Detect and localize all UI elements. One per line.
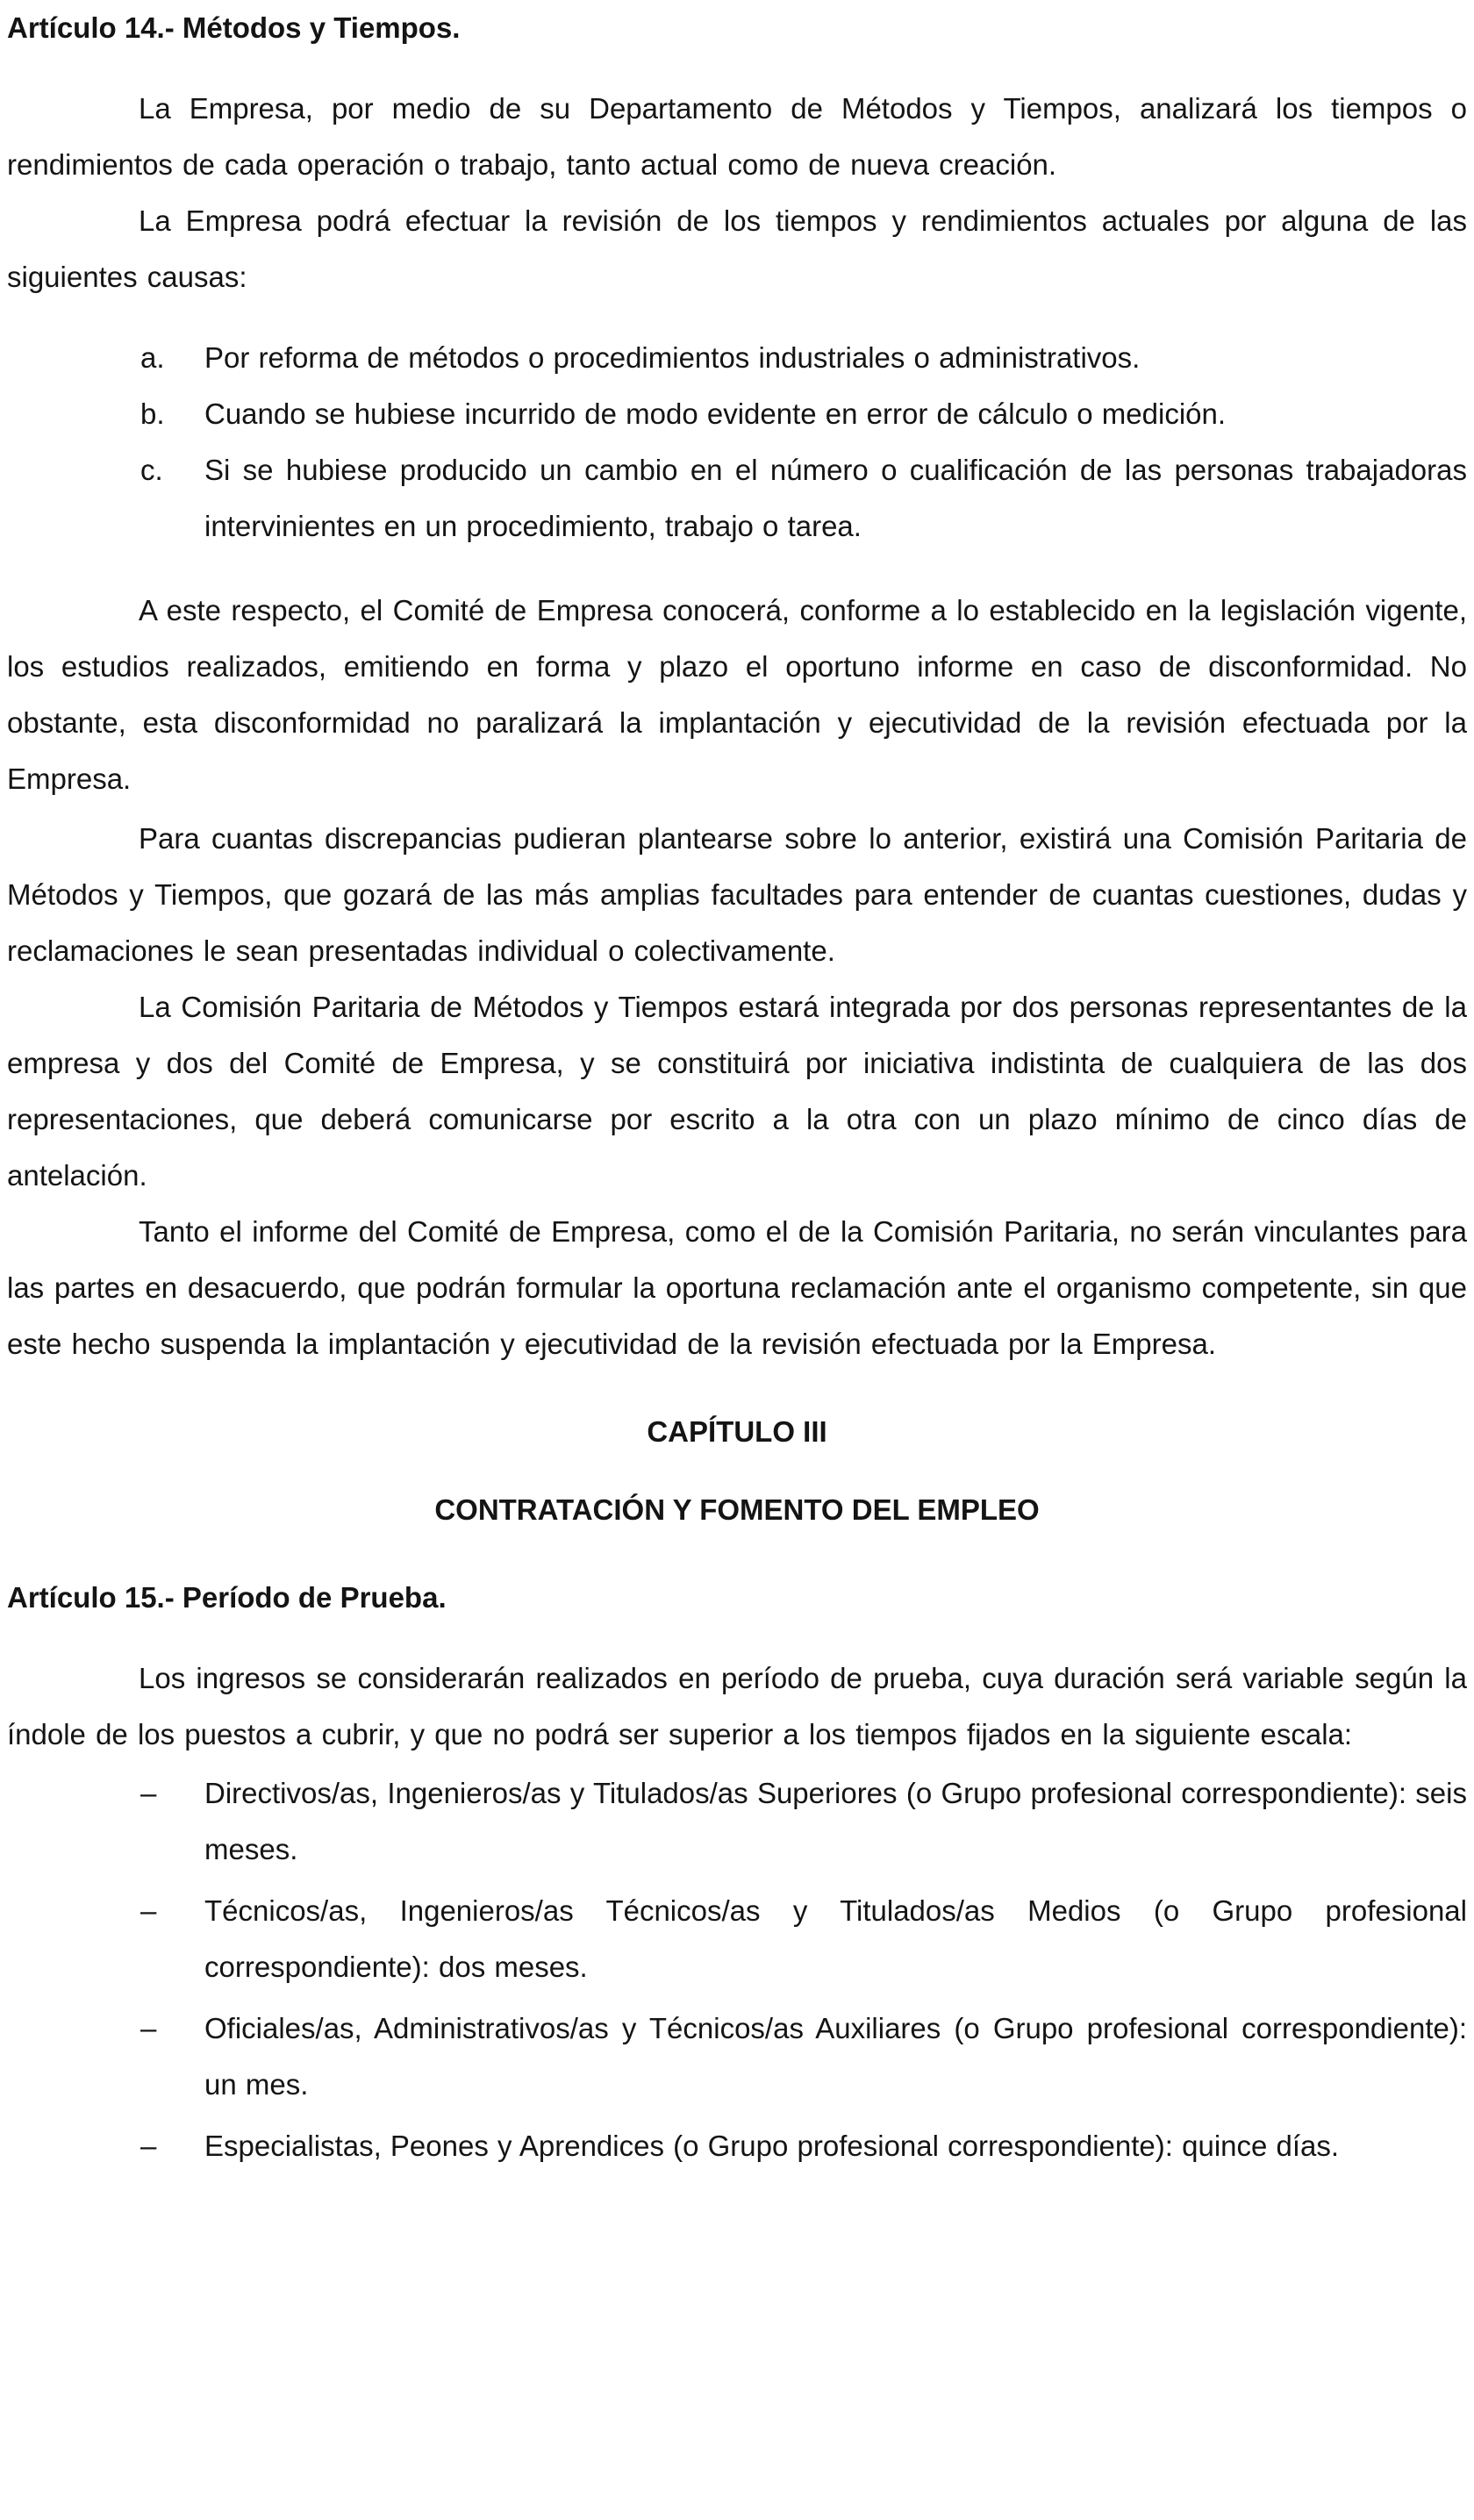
list-marker: b.: [140, 397, 165, 430]
paragraph-periodo-prueba-intro: Los ingresos se considerarán realizados en período de prueba, cuya duración será variable según la índole de los puestos a cubrir, y que no podrá ser superior a los tiempos fijados en la siguiente escala:: [7, 1662, 1467, 1750]
list-marker: c.: [140, 454, 163, 486]
scale-item-oficiales: [7, 2001, 1467, 2113]
list-item-text: Técnicos/as, Ingenieros/as Técnicos/as y Titulados/as Medios (o Grupo profesional correspondiente): dos meses.: [204, 1894, 1467, 1983]
article-14-section: [7, 0, 1467, 1372]
dash-marker: –: [140, 2130, 157, 2162]
list-marker: a.: [140, 341, 165, 374]
list-item-text: Especialistas, Peones y Aprendices (o Grupo profesional correspondiente): quince días.: [204, 2130, 1340, 2162]
article-15-section: [7, 1570, 1467, 2174]
article-14-heading: Artículo 14.- Métodos y Tiempos.: [7, 11, 461, 44]
revision-causes-list: [7, 330, 1467, 555]
chapter-3-title: CAPÍTULO III: [647, 1415, 827, 1448]
cause-item-a: [7, 330, 1467, 386]
list-item-text: Cuando se hubiese incurrido de modo evidente en error de cálculo o medición.: [204, 397, 1227, 430]
scale-item-especialistas: [7, 2118, 1467, 2174]
scale-item-tecnicos: [7, 1883, 1467, 1995]
paragraph-revision-causas-intro: La Empresa podrá efectuar la revisión de los tiempos y rendimientos actuales por alguna de las siguientes causas:: [7, 204, 1467, 293]
chapter-3-subtitle: CONTRATACIÓN Y FOMENTO DEL EMPLEO: [434, 1493, 1040, 1526]
paragraph-informes-no-vinculantes: Tanto el informe del Comité de Empresa, como el de la Comisión Paritaria, no serán vinculantes para las partes en desacuerdo, que podrán formular la oportuna reclamación ante el organismo competente, sin que este hecho suspenda la implantación y ejecutividad de la revisión efectuada por la Empresa.: [7, 1215, 1467, 1360]
paragraph-comision-paritaria-composicion: La Comisión Paritaria de Métodos y Tiempos estará integrada por dos personas representantes de la empresa y dos del Comité de Empresa, y se constituirá por iniciativa indistinta de cualquiera de las dos representaciones, que deberá comunicarse por escrito a la otra con un plazo mínimo de cinco días de antelación.: [7, 991, 1467, 1192]
chapter-3-section: [7, 1404, 1467, 1538]
dash-marker: –: [140, 1894, 157, 1927]
paragraph-comite-informe: A este respecto, el Comité de Empresa conocerá, conforme a lo establecido en la legislación vigente, los estudios realizados, emitiendo en forma y plazo el oportuno informe en caso de disconformidad. No obstante, esta disconformidad no paralizará la implantación y ejecutividad de la revisión efectuada por la Empresa.: [7, 594, 1467, 795]
list-item-text: Por reforma de métodos o procedimientos industriales o administrativos.: [204, 341, 1141, 374]
trial-period-scale-list: [7, 1765, 1467, 2174]
list-item-text: Oficiales/as, Administrativos/as y Técnicos/as Auxiliares (o Grupo profesional correspondiente): un mes.: [204, 2012, 1467, 2101]
paragraph-comision-paritaria-creacion: Para cuantas discrepancias pudieran plantearse sobre lo anterior, existirá una Comisión Paritaria de Métodos y Tiempos, que gozará de las más amplias facultades para entender de cuantas cuestiones, dudas y reclamaciones le sean presentadas individual o colectivamente.: [7, 822, 1467, 967]
list-item-text: Directivos/as, Ingenieros/as y Titulados/as Superiores (o Grupo profesional correspondiente): seis meses.: [204, 1777, 1467, 1865]
list-item-text: Si se hubiese producido un cambio en el número o cualificación de las personas trabajadoras intervinientes en un procedimiento, trabajo o tarea.: [204, 454, 1467, 542]
dash-marker: –: [140, 2012, 157, 2044]
scale-item-directivos: [7, 1765, 1467, 1878]
dash-marker: –: [140, 1777, 157, 1809]
cause-item-c: [7, 442, 1467, 555]
paragraph-metodos-analisis: La Empresa, por medio de su Departamento de Métodos y Tiempos, analizará los tiempos o rendimientos de cada operación o trabajo, tanto actual como de nueva creación.: [7, 92, 1467, 181]
article-15-heading: Artículo 15.- Período de Prueba.: [7, 1581, 447, 1614]
cause-item-b: [7, 386, 1467, 442]
